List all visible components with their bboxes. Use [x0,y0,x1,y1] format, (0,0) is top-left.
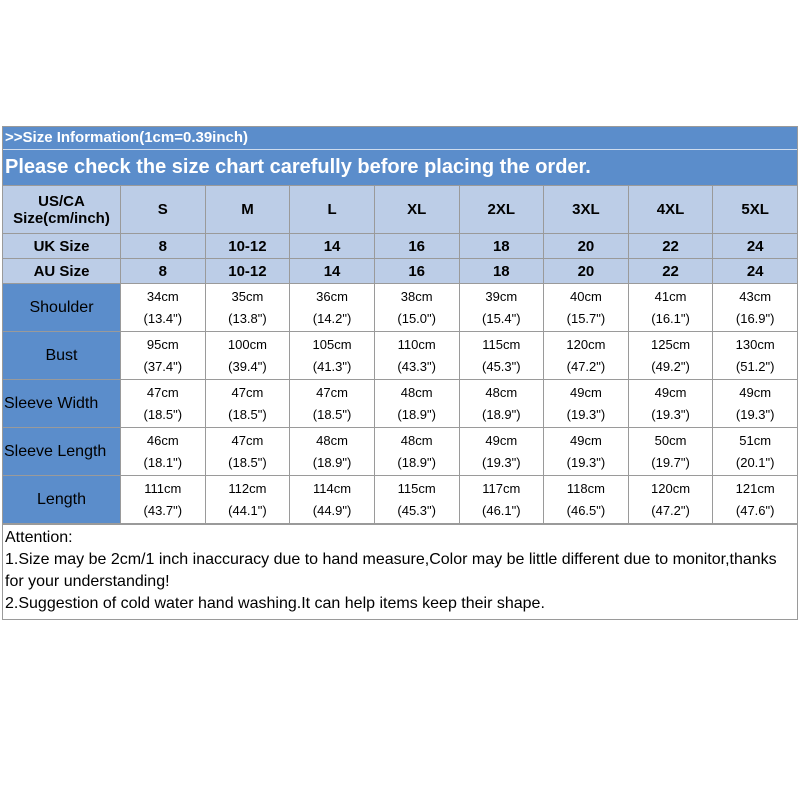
au-size-cell: 8 [121,259,206,284]
measurement-cell [628,380,713,428]
au-size-cell: 20 [544,259,629,284]
measurement-cell [205,380,290,428]
measurement-cell [374,284,459,332]
cm-value: 36cm [316,288,348,304]
inch-value: (51.2") [735,358,775,374]
inch-value: (13.4") [143,310,183,326]
cm-value: 46cm [146,432,179,448]
cm-value: 47cm [316,384,348,400]
inch-value: (39.4") [228,358,267,374]
measurement-label: Shoulder [3,284,121,332]
measurement-cell [544,332,629,380]
inch-value: (15.0") [397,310,436,326]
cm-value: 115cm [482,336,521,352]
measurement-cell [713,332,798,380]
au-size-cell: 22 [628,259,713,284]
inch-value: (18.9") [397,406,436,422]
measurement-cell [290,284,375,332]
inch-value: (44.9") [312,502,352,518]
cm-value: 41cm [654,288,687,304]
attention-note-2: 2.Suggestion of cold water hand washing.It can help items keep their shape. [5,595,545,612]
measurement-cell [121,332,206,380]
size-header-cell: 4XL [628,186,713,234]
uk-size-cell: 24 [713,234,798,259]
cm-value: 35cm [231,288,264,304]
measurement-cell [459,284,544,332]
attention-title: Attention: [5,529,73,546]
measurement-cell [374,332,459,380]
cm-value: 40cm [570,288,602,304]
size-header-row [3,186,798,234]
cm-value: 48cm [485,384,518,400]
inch-value: (47.6") [735,502,775,518]
measurement-label: Sleeve Length [3,428,121,476]
inch-value: (19.3") [735,406,775,422]
inch-value: (19.7") [651,454,690,470]
inch-value: (18.5") [312,406,352,422]
cm-value: 49cm [570,384,602,400]
measurement-cell [713,380,798,428]
au-size-row [3,259,798,284]
size-info-header: >>Size Information(1cm=0.39inch) [3,127,797,149]
corner-label-line2: Size(cm/inch) [13,209,110,227]
measurement-row [3,332,798,380]
attention-note-1: 1.Size may be 2cm/1 inch inaccuracy due to hand measure,Color may be little different due to monitor,thanks for your understanding! [5,551,777,590]
cm-value: 117cm [482,480,521,496]
measurement-cell [459,380,544,428]
uk-size-cell: 10-12 [205,234,290,259]
cm-value: 95cm [146,336,179,352]
au-size-cell: 24 [713,259,798,284]
inch-value: (18.1") [143,454,183,470]
size-header-cell: S [121,186,206,234]
measurement-cell [290,428,375,476]
measurement-label: Bust [3,332,121,380]
measurement-cell [713,284,798,332]
cm-value: 105cm [312,336,352,352]
cm-value: 120cm [566,336,606,352]
cm-value: 43cm [739,288,772,304]
measurement-label: Sleeve Width [3,380,121,428]
inch-value: (49.2") [651,358,690,374]
inch-value: (19.3") [566,406,606,422]
measurement-row [3,380,798,428]
inch-value: (45.3") [482,358,521,374]
cm-value: 49cm [570,432,602,448]
cm-value: 50cm [654,432,687,448]
inch-value: (43.7") [143,502,183,518]
measurement-cell [205,476,290,524]
au-size-label: AU Size [3,259,121,284]
measurement-cell [544,428,629,476]
measurement-cell [205,428,290,476]
measurement-cell [374,476,459,524]
measurement-cell [121,284,206,332]
cm-value: 47cm [231,384,264,400]
cm-value: 51cm [739,432,772,448]
cm-value: 114cm [313,480,352,496]
inch-value: (18.5") [143,406,183,422]
measurement-cell [459,428,544,476]
size-header-cell: 3XL [544,186,629,234]
uk-size-cell: 14 [290,234,375,259]
size-header-cell: M [205,186,290,234]
inch-value: (13.8") [228,310,267,326]
uk-size-cell: 8 [121,234,206,259]
au-size-cell: 16 [374,259,459,284]
cm-value: 121cm [735,480,775,496]
cm-value: 100cm [227,336,267,352]
cm-value: 115cm [397,480,436,496]
inch-value: (18.9") [482,406,521,422]
cm-value: 47cm [146,384,179,400]
corner-label-cell [3,186,121,234]
cm-value: 48cm [400,384,433,400]
inch-value: (15.7") [566,310,606,326]
inch-value: (18.9") [397,454,436,470]
uk-size-cell: 16 [374,234,459,259]
measurement-cell [290,332,375,380]
measurement-cell [544,284,629,332]
uk-size-cell: 20 [544,234,629,259]
inch-value: (18.5") [228,406,267,422]
measurement-row [3,284,798,332]
inch-value: (14.2") [312,310,352,326]
inch-value: (45.3") [397,502,436,518]
measurement-label: Length [3,476,121,524]
inch-value: (37.4") [143,358,183,374]
cm-value: 49cm [654,384,687,400]
cm-value: 125cm [651,336,691,352]
measurement-cell [121,380,206,428]
measurement-cell [544,380,629,428]
cm-value: 34cm [146,288,179,304]
inch-value: (47.2") [566,358,606,374]
uk-size-cell: 18 [459,234,544,259]
cm-value: 111cm [144,480,182,496]
cm-value: 39cm [485,288,518,304]
inch-value: (46.5") [566,502,606,518]
size-notice-header: Please check the size chart carefully before placing the order. [3,149,797,185]
inch-value: (46.1") [482,502,521,518]
corner-label-line1: US/CA [38,192,85,210]
inch-value: (18.9") [312,454,352,470]
inch-value: (41.3") [312,358,352,374]
size-table [2,185,798,524]
cm-value: 112cm [228,480,267,496]
inch-value: (47.2") [651,502,690,518]
inch-value: (16.9") [735,310,775,326]
measurement-cell [628,284,713,332]
cm-value: 47cm [231,432,264,448]
inch-value: (19.3") [482,454,521,470]
uk-size-label: UK Size [3,234,121,259]
measurement-row [3,428,798,476]
measurement-cell [290,380,375,428]
cm-value: 49cm [485,432,518,448]
measurement-cell [459,332,544,380]
measurement-cell [121,476,206,524]
measurement-row [3,476,798,524]
uk-size-cell: 22 [628,234,713,259]
measurement-cell [544,476,629,524]
size-header-cell: L [290,186,375,234]
inch-value: (19.3") [651,406,690,422]
measurement-cell [121,428,206,476]
measurement-cell [628,428,713,476]
measurement-cell [713,476,798,524]
measurement-cell [628,476,713,524]
measurement-cell [205,332,290,380]
au-size-cell: 18 [459,259,544,284]
measurement-cell [205,284,290,332]
measurement-cell [374,380,459,428]
inch-value: (20.1") [735,454,775,470]
cm-value: 120cm [651,480,691,496]
inch-value: (15.4") [482,310,521,326]
cm-value: 49cm [739,384,772,400]
cm-value: 48cm [316,432,348,448]
inch-value: (44.1") [228,502,267,518]
inch-value: (16.1") [651,310,690,326]
measurement-cell [459,476,544,524]
measurement-cell [628,332,713,380]
au-size-cell: 14 [290,259,375,284]
size-header-cell: 5XL [713,186,798,234]
cm-value: 110cm [397,336,436,352]
measurement-cell [374,428,459,476]
attention-notes [3,524,797,619]
inch-value: (43.3") [397,358,436,374]
inch-value: (18.5") [228,454,267,470]
cm-value: 48cm [400,432,433,448]
inch-value: (19.3") [566,454,606,470]
size-header-cell: XL [374,186,459,234]
cm-value: 118cm [566,480,605,496]
size-chart [2,126,798,620]
measurement-cell [290,476,375,524]
au-size-cell: 10-12 [205,259,290,284]
cm-value: 130cm [735,336,775,352]
cm-value: 38cm [400,288,433,304]
uk-size-row [3,234,798,259]
measurement-cell [713,428,798,476]
size-header-cell: 2XL [459,186,544,234]
